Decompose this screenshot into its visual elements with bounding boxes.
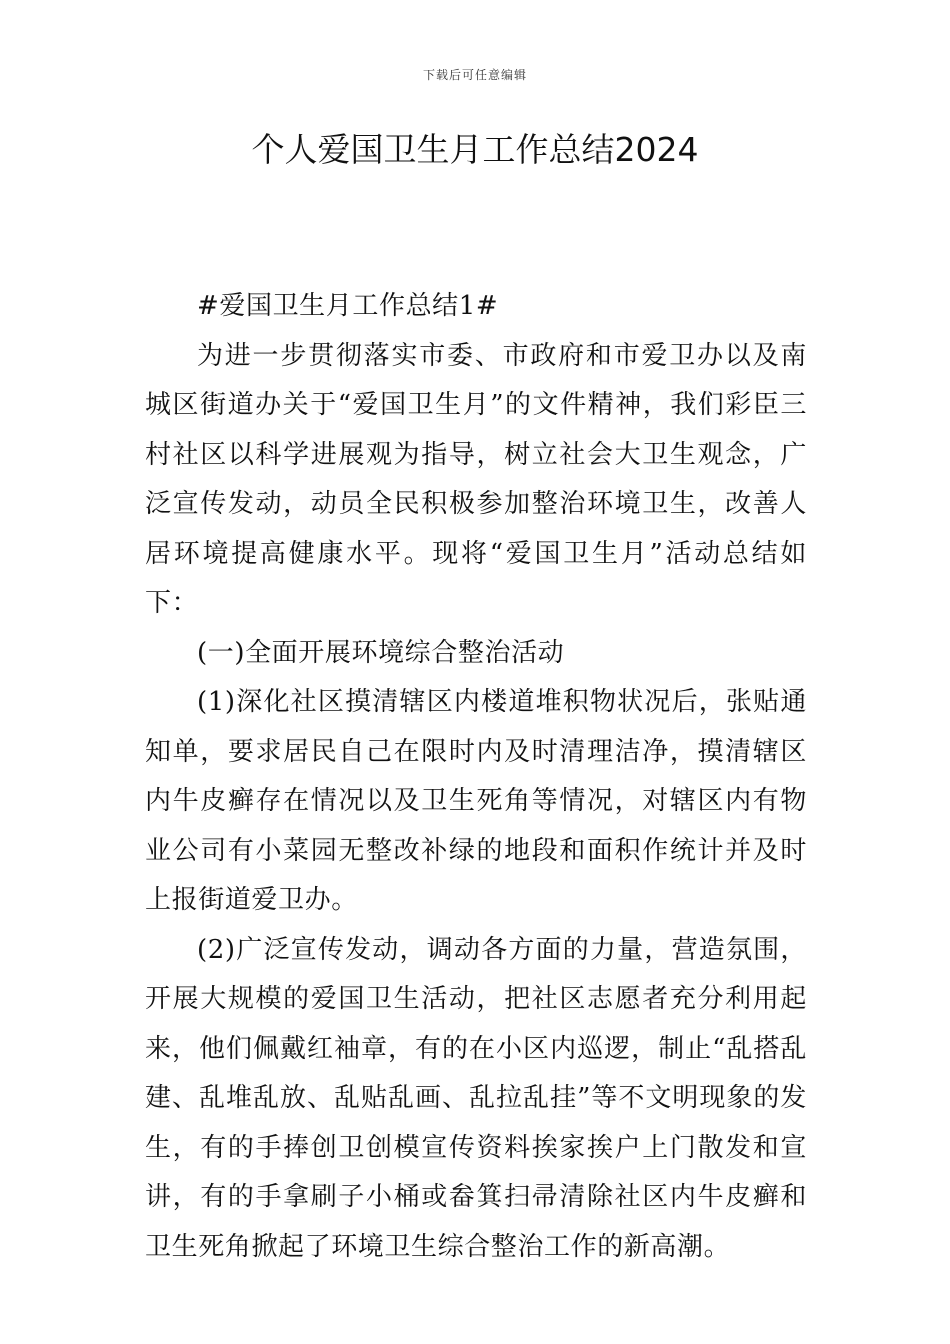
- section-heading: #爱国卫生月工作总结1#: [197, 291, 499, 321]
- paragraph-intro: 为进一步贯彻落实市委、市政府和市爱卫办以及南城区街道办关于“爱国卫生月”的文件精神，我们彩臣三村社区以科学进展观为指导，树立社会大卫生观念，广泛宣传发动，动员全民积极参加整治环境卫生，改善人居环境提高健康水平。现将“爱国卫生月”活动总结如下：: [145, 340, 807, 618]
- paragraph-item-2: (2)广泛宣传发动，调动各方面的力量，营造氛围，开展大规模的爱国卫生活动，把社区志愿者充分利用起来，他们佩戴红袖章，有的在小区内巡逻，制止“乱搭乱建、乱堆乱放、乱贴乱画、乱拉乱挂”等不文明现象的发生，有的手捧创卫创模宣传资料挨家挨户上门散发和宣讲，有的手拿刷子小桶或畚箕扫帚清除社区内牛皮癣和卫生死角掀起了环境卫生综合整治工作的新高潮。: [145, 934, 807, 1262]
- subsection-heading: (一)全面开展环境综合整治活动: [197, 637, 565, 668]
- paragraph-item-1: (1)深化社区摸清辖区内楼道堆积物状况后，张贴通知单，要求居民自己在限时内及时清理洁净，摸清辖区内牛皮癣存在情况以及卫生死角等情况，对辖区内有物业公司有小菜园无整改补绿的地段和面积作统计并及时上报街道爱卫办。: [145, 687, 807, 915]
- header-note: 下载后可任意编辑: [422, 68, 527, 82]
- page-title: 个人爱国卫生月工作总结2024: [251, 130, 699, 169]
- document-body: [145, 282, 807, 1272]
